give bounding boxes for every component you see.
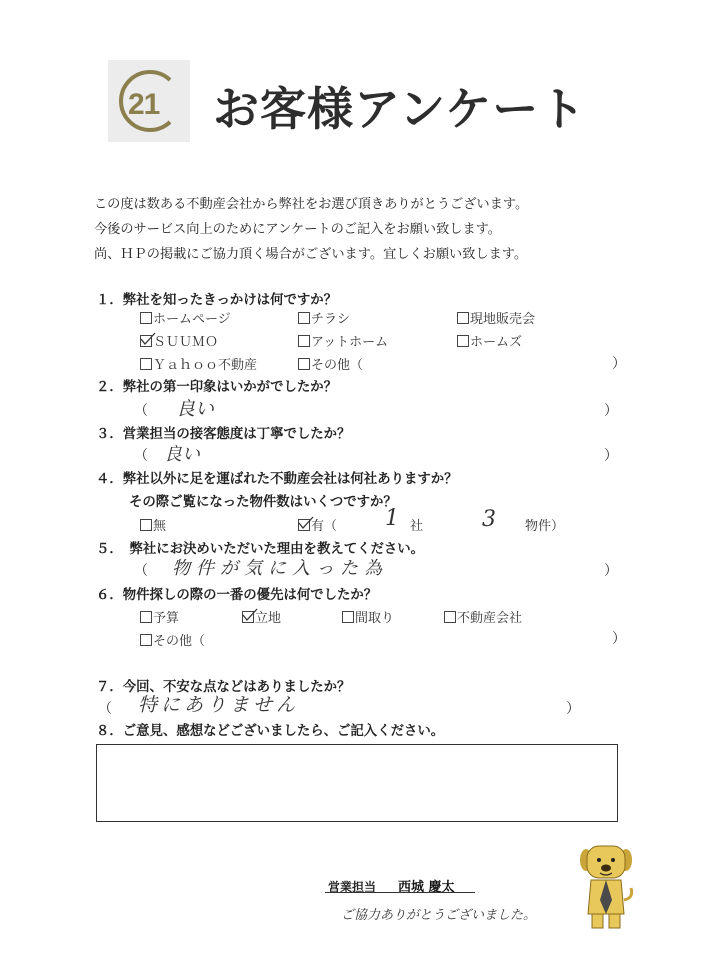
staff-name: 西城 慶太 bbox=[398, 880, 455, 895]
company-count[interactable]: 1 bbox=[385, 506, 399, 531]
company-unit: 社 bbox=[410, 519, 424, 534]
option-other[interactable]: その他（ bbox=[140, 630, 205, 649]
answer-5[interactable]: 物件が気に入った為 bbox=[172, 558, 388, 579]
property-count[interactable]: 3 bbox=[482, 507, 496, 532]
checkbox-icon bbox=[140, 358, 152, 370]
thanks-text: ご協力ありがとうございました。 bbox=[341, 908, 537, 923]
checkbox-icon bbox=[444, 611, 456, 623]
comment-textbox[interactable] bbox=[96, 744, 618, 822]
checkbox-icon bbox=[298, 312, 310, 324]
option-yahoo[interactable]: Ｙａｈｏｏ不動産 bbox=[140, 354, 257, 373]
question-4-label: ４．弊社以外に足を運ばれた不動産会社は何社ありますか？ bbox=[96, 472, 458, 487]
checkbox-checked-icon bbox=[298, 519, 310, 531]
option-layout[interactable]: 間取り bbox=[342, 607, 394, 626]
paren-open: （ bbox=[98, 701, 112, 717]
checkbox-icon bbox=[457, 335, 469, 347]
staff-label: 営業担当 bbox=[328, 880, 377, 894]
answer-3[interactable]: 良い bbox=[164, 444, 200, 465]
option-open-house[interactable]: 現地販売会 bbox=[457, 308, 535, 327]
dog-mascot-icon bbox=[578, 840, 634, 932]
logo-text: 21 bbox=[128, 88, 160, 121]
option-flyer[interactable]: チラシ bbox=[298, 308, 350, 327]
question-6-label: ６．物件探しの際の一番の優先は何でしたか？ bbox=[96, 588, 378, 603]
checkbox-checked-icon bbox=[242, 611, 254, 623]
checkbox-icon bbox=[140, 312, 152, 324]
paren-open: （ bbox=[134, 563, 148, 579]
question-5-label: ５． 弊社にお決めいただいた理由を教えてください。 bbox=[96, 542, 425, 557]
option-homepage[interactable]: ホームページ bbox=[140, 308, 231, 327]
intro-line-1: この度は数ある不動産会社から弊社をお選び頂きありがとうございます。 bbox=[94, 197, 529, 212]
answer-2[interactable]: 良い bbox=[176, 398, 215, 420]
question-7-label: ７．今回、不安な点などはありましたか？ bbox=[96, 680, 351, 695]
answer-7[interactable]: 特にありません bbox=[138, 694, 300, 716]
property-unit: 物件） bbox=[525, 519, 565, 534]
question-1-label: １．弊社を知ったきっかけは何ですか？ bbox=[96, 293, 338, 308]
checkbox-icon bbox=[298, 358, 310, 370]
question-3-label: ３．営業担当の接客態度は丁寧でしたか？ bbox=[96, 427, 351, 442]
intro-line-2: 今後のサービス向上のためにアンケートのご記入をお願い致します。 bbox=[94, 222, 501, 237]
paren-close: ） bbox=[604, 403, 618, 419]
question-8-label: ８．ご意見、感想などございましたら、ご記入ください。 bbox=[96, 724, 445, 739]
checkbox-icon bbox=[140, 634, 152, 646]
option-other[interactable]: その他（ bbox=[298, 354, 363, 373]
paren-close: ） bbox=[612, 356, 626, 372]
paren-close: ） bbox=[612, 631, 626, 647]
intro-line-3: 尚、ＨＰの掲載にご協力頂く場合がございます。宜しくお願い致します。 bbox=[94, 247, 528, 262]
checkbox-icon bbox=[140, 611, 152, 623]
option-homes[interactable]: ホームズ bbox=[457, 331, 522, 350]
checkbox-icon bbox=[457, 312, 469, 324]
option-location[interactable]: 立地 bbox=[242, 607, 281, 626]
page-title: お客様アンケート bbox=[213, 82, 587, 136]
checkbox-icon bbox=[342, 611, 354, 623]
paren-open: （ bbox=[134, 448, 148, 464]
paren-close: ） bbox=[604, 448, 618, 464]
question-4-sub-label: その際ご覧になった物件数はいくつですか？ bbox=[129, 495, 397, 510]
paren-open: （ bbox=[134, 403, 148, 419]
paren-close: ） bbox=[566, 701, 580, 717]
option-athome[interactable]: アットホーム bbox=[298, 331, 388, 350]
option-budget[interactable]: 予算 bbox=[140, 607, 179, 626]
paren-close: ） bbox=[604, 563, 618, 579]
signature-line bbox=[325, 892, 475, 893]
option-suumo[interactable]: ＳＵＵＭＯ bbox=[140, 331, 218, 350]
checkbox-checked-icon bbox=[140, 335, 152, 347]
checkbox-icon bbox=[140, 519, 152, 531]
check-mark-icon bbox=[298, 516, 314, 530]
option-realtor[interactable]: 不動産会社 bbox=[444, 607, 522, 626]
option-yes[interactable]: 有（ bbox=[298, 515, 337, 534]
question-2-label: ２．弊社の第一印象はいかがでしたか？ bbox=[96, 380, 338, 395]
option-none[interactable]: 無 bbox=[140, 515, 166, 534]
check-mark-icon bbox=[242, 608, 258, 622]
checkbox-icon bbox=[298, 335, 310, 347]
check-mark-icon bbox=[140, 332, 156, 346]
